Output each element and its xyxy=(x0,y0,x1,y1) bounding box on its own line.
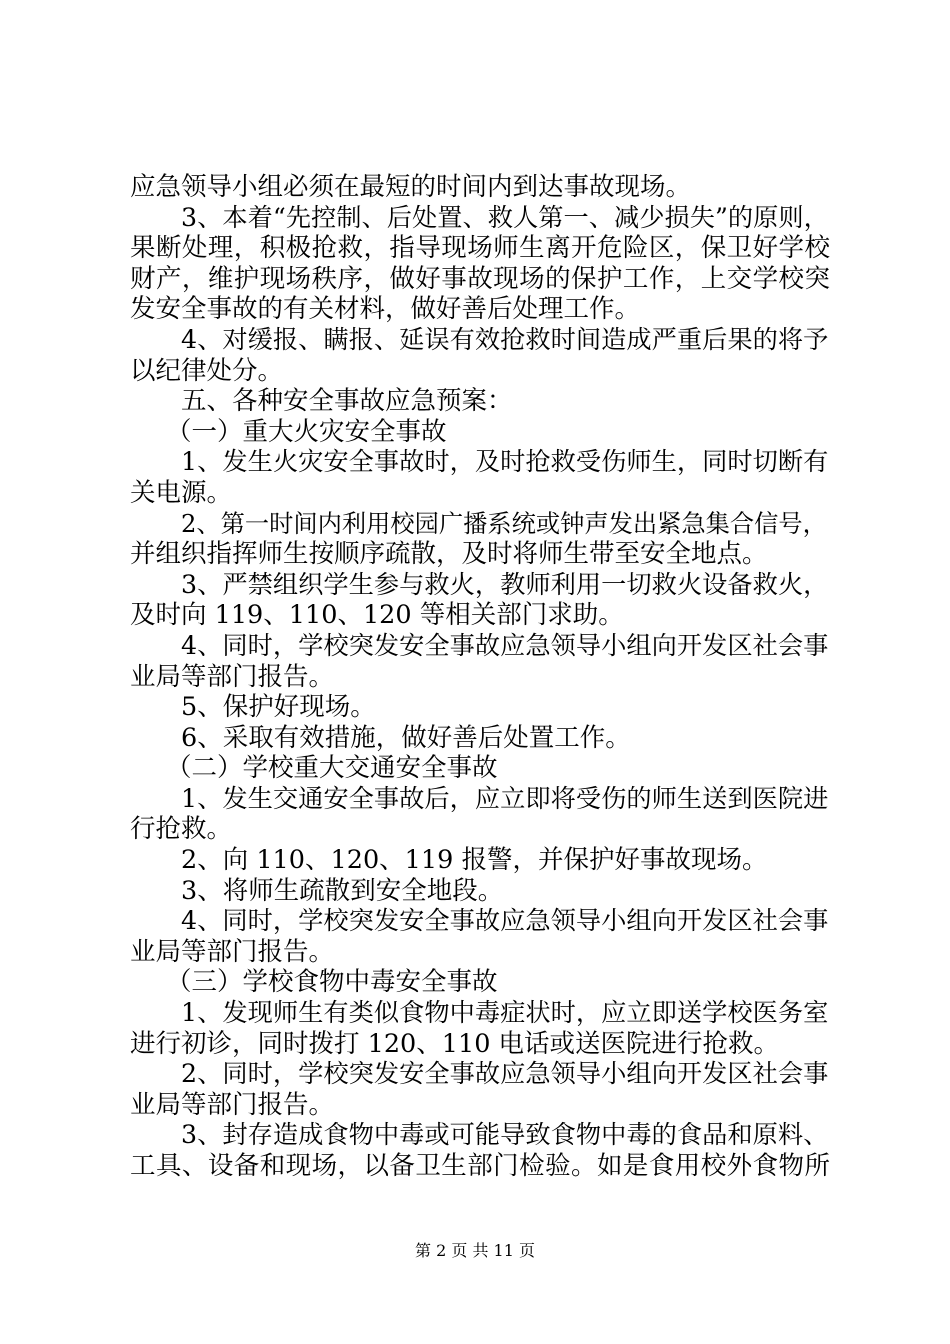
text-line: 进行初诊，同时拨打 120、110 电话或送医院进行抢救。 xyxy=(130,1028,780,1059)
text-line: 4、对缓报、瞒报、延误有效抢救时间造成严重后果的将予 xyxy=(181,324,829,354)
text-line: 业局等部门报告。 xyxy=(130,661,335,692)
text-line: 1、发生交通安全事故后，应立即将受伤的师生送到医院进 xyxy=(181,783,829,813)
text-line: 3、本着“先控制、后处置、救人第一、减少损失”的原则， xyxy=(181,202,829,232)
page-footer: 第 2 页 共 11 页 xyxy=(415,1241,535,1260)
text-line: 财产，维护现场秩序，做好事故现场的保护工作，上交学校突 xyxy=(130,263,830,294)
text-line: 3、严禁组织学生参与救火，教师利用一切救火设备救火， xyxy=(181,569,829,599)
text-line: 5、保护好现场。 xyxy=(181,692,376,723)
text-line: 2、向 110、120、119 报警，并保护好事故现场。 xyxy=(181,845,768,876)
text-line: 4、同时，学校突发安全事故应急领导小组向开发区社会事 xyxy=(181,906,829,936)
text-line: 五、各种安全事故应急预案： xyxy=(181,386,513,417)
text-line: 关电源。 xyxy=(130,477,233,508)
text-line: 业局等部门报告。 xyxy=(130,936,335,967)
text-line: 及时向 119、110、120 等相关部门求助。 xyxy=(130,600,624,631)
text-line: 业局等部门报告。 xyxy=(130,1089,335,1120)
text-line: 2、同时，学校突发安全事故应急领导小组向开发区社会事 xyxy=(181,1059,829,1089)
text-line: 果断处理，积极抢救，指导现场师生离开危险区，保卫好学校 xyxy=(130,233,830,264)
text-line: 以纪律处分。 xyxy=(130,355,284,386)
text-line: 应急领导小组必须在最短的时间内到达事故现场。 xyxy=(130,172,692,202)
text-line: 6、采取有效措施，做好善后处置工作。 xyxy=(181,722,631,753)
text-line: 并组织指挥师生按顺序疏散，及时将师生带至安全地点。 xyxy=(130,539,768,570)
text-line: 发安全事故的有关材料，做好善后处理工作。 xyxy=(130,294,641,325)
text-line: 2、第一时间内利用校园广播系统或钟声发出紧急集合信号， xyxy=(181,508,827,538)
text-line: 工具、设备和现场，以备卫生部门检验。如是食用校外食物所 xyxy=(130,1151,830,1181)
text-line: 1、发现师生有类似食物中毒症状时，应立即送学校医务室 xyxy=(181,998,829,1028)
text-line: 3、将师生疏散到安全地段。 xyxy=(181,875,504,906)
text-line: 1、发生火灾安全事故时，及时抢救受伤师生，同时切断有 xyxy=(181,447,829,477)
text-line: 4、同时，学校突发安全事故应急领导小组向开发区社会事 xyxy=(181,630,829,660)
text-line: 3、封存造成食物中毒或可能导致食物中毒的食品和原料、 xyxy=(181,1120,829,1150)
text-line: （二）学校重大交通安全事故 xyxy=(166,753,498,784)
document-body xyxy=(130,172,830,1182)
text-line: （一）重大火灾安全事故 xyxy=(166,416,447,447)
text-line: 行抢救。 xyxy=(130,814,233,845)
text-line: （三）学校食物中毒安全事故 xyxy=(166,967,498,998)
